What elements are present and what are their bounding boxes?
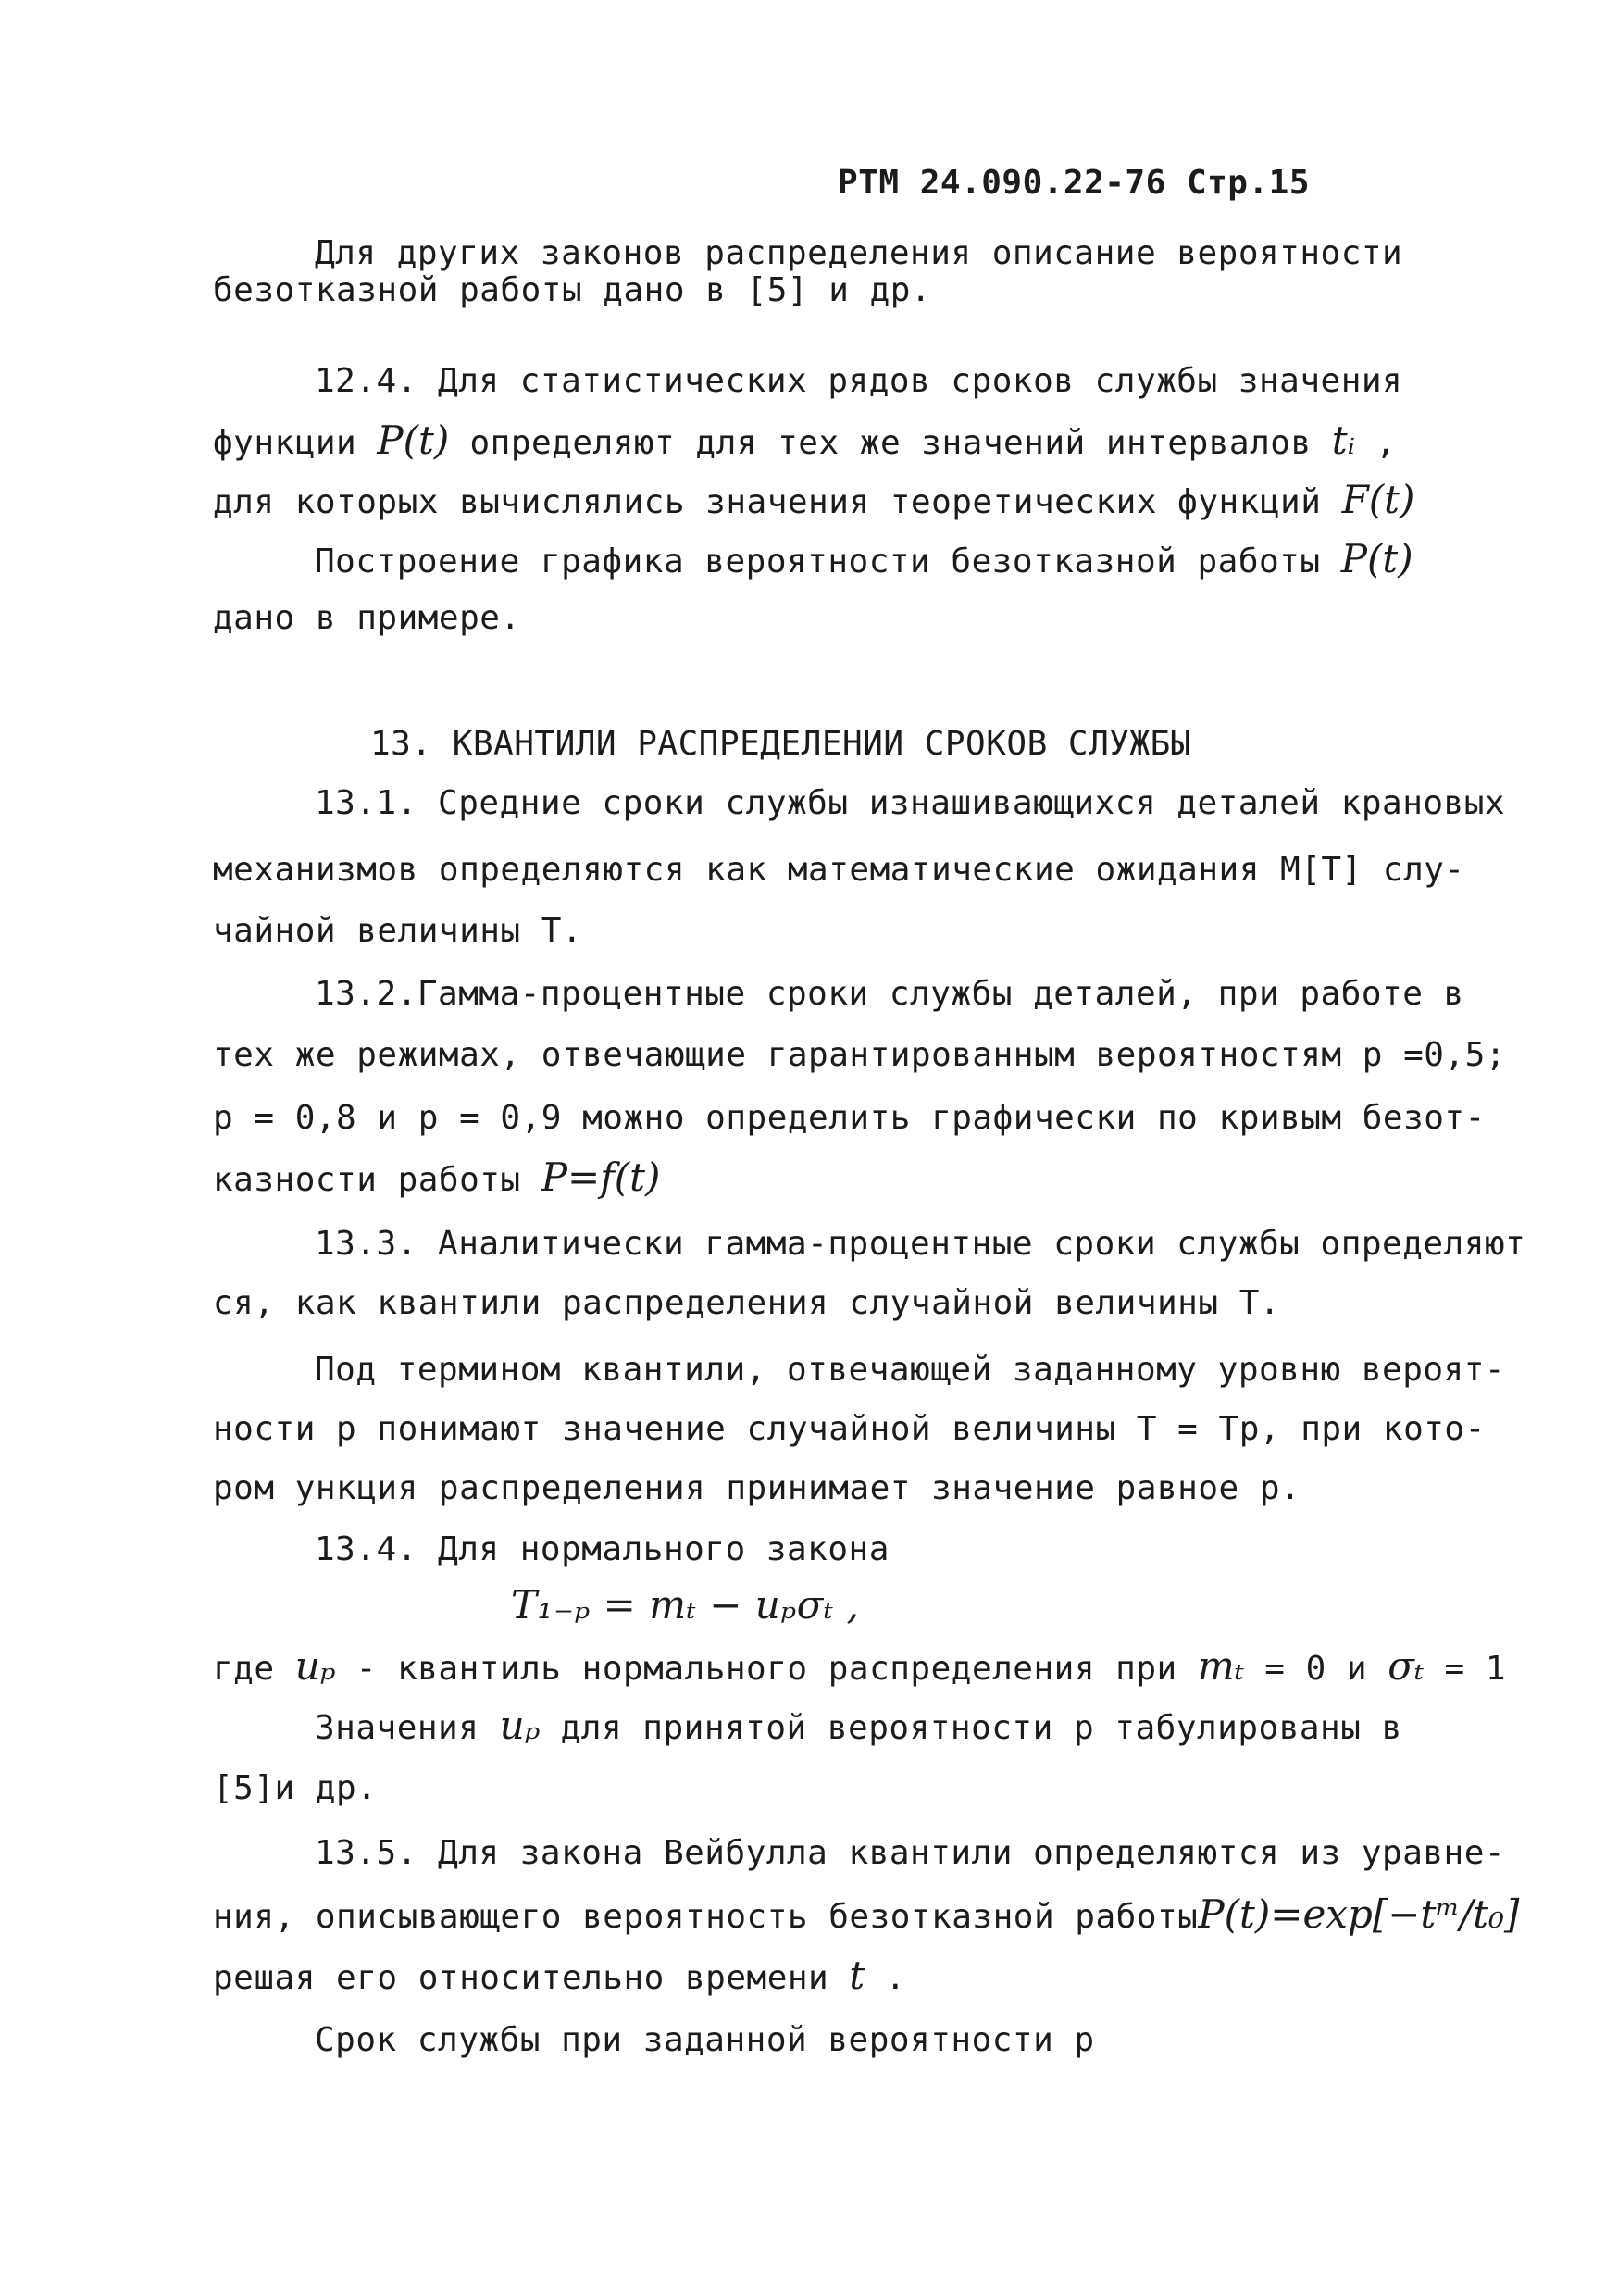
paragraph-line [315, 2020, 1618, 2061]
text: - квантиль нормального распределения при [335, 1650, 1198, 1688]
text: 13.4. Для нормального закона [315, 1530, 890, 1568]
text: Под термином квантили, отвечающей заданному уровню вероят- [315, 1351, 1506, 1389]
formula-line [511, 1582, 1618, 1628]
text: механизмов определяются как математические ожидания M[T] слу- [213, 851, 1465, 889]
paragraph-line [213, 850, 1618, 891]
paragraph-line [213, 1035, 1618, 1076]
paragraph-line [315, 536, 1618, 582]
text: 13.1. Средние сроки службы изнашивающихся деталей крановых [315, 784, 1506, 822]
math-expression: P(t) [1340, 536, 1413, 581]
paragraph-line [213, 598, 1618, 639]
text: Построение графика вероятности безотказной работы [315, 543, 1341, 580]
paragraph-line [213, 1768, 1618, 1809]
text: для принятой вероятности p табулированы в [540, 1709, 1402, 1747]
text: 13.3. Аналитически гамма-процентные сроки службы определяют [315, 1225, 1526, 1263]
page-header [838, 163, 1618, 204]
paragraph-line [315, 1350, 1618, 1391]
text: для которых вычислялись значения теоретических функций [213, 483, 1342, 521]
paragraph-line [213, 1468, 1618, 1509]
paragraph-line [213, 1891, 1618, 1938]
math-expression: P(t)=exp[−tᵐ/t₀] [1198, 1891, 1520, 1937]
text: , [1355, 424, 1397, 462]
paragraph-line [213, 420, 1618, 464]
document-reference: РТМ 24.090.22-76 Стр.15 [838, 164, 1310, 202]
paragraph-line [315, 233, 1618, 274]
text: функции [213, 424, 378, 462]
math-expression: σₜ [1388, 1643, 1425, 1689]
math-expression: F(t) [1341, 477, 1415, 522]
text: ся, как квантили распределения случайной величины T. [213, 1284, 1281, 1322]
math-expression: uₚ [294, 1643, 336, 1689]
section-heading [370, 724, 1618, 765]
paragraph-line [213, 477, 1618, 523]
paragraph-line [213, 1409, 1618, 1450]
paragraph-line [315, 1224, 1618, 1265]
text: Срок службы при заданной вероятности p [315, 2021, 1095, 2059]
paragraph-line [213, 1955, 1618, 1999]
text: тех же режимах, отвечающие гарантированным вероятностям p =0,5; [213, 1036, 1506, 1074]
paragraph-line [213, 270, 1618, 311]
paragraph-line [315, 361, 1618, 402]
section-title: 13. КВАНТИЛИ РАСПРЕДЕЛЕНИИ СРОКОВ СЛУЖБЫ [370, 725, 1191, 763]
paragraph-line [213, 1283, 1618, 1324]
paragraph-line [315, 1705, 1618, 1749]
normal-quantile-formula: T₁₋ₚ = mₜ − uₚσₜ , [511, 1582, 860, 1628]
math-expression: uₚ [499, 1703, 541, 1748]
text: ности p понимают значение случайной величины T = Tp, при кото- [213, 1410, 1486, 1448]
text: казности работы [213, 1161, 541, 1199]
text: 13.5. Для закона Вейбулла квантили определяются из уравне- [315, 1834, 1506, 1872]
math-expression: P(t) [377, 418, 450, 463]
text: p = 0,8 и p = 0,9 можно определить графически по кривым безот- [213, 1099, 1486, 1137]
text: Для других законов распределения описание вероятности [315, 234, 1403, 272]
math-expression: t [849, 1953, 865, 1998]
paragraph-line [315, 783, 1618, 824]
text: безотказной работы дано в [5] и др. [213, 271, 932, 309]
math-expression: tᵢ [1331, 418, 1356, 463]
text: решая его относительно времени [213, 1959, 850, 1997]
paragraph-line [213, 1643, 1618, 1690]
text: ром ункция распределения принимает значение равное p. [213, 1469, 1301, 1507]
text: 13.2.Гамма-процентные сроки службы деталей, при работе в [315, 975, 1464, 1013]
text: чайной величины T. [213, 912, 583, 950]
text: Значения [315, 1709, 500, 1747]
text: где [213, 1650, 295, 1688]
paragraph-line [213, 1154, 1618, 1201]
paragraph-line [213, 911, 1618, 952]
math-expression: P=f(t) [541, 1154, 661, 1200]
paragraph-line [315, 974, 1618, 1015]
text: = 0 и [1244, 1650, 1388, 1688]
paragraph-line [213, 1098, 1618, 1139]
math-expression: mₜ [1197, 1643, 1245, 1689]
text: [5]и др. [213, 1769, 378, 1807]
text: ния, описывающего вероятность безотказной работы [213, 1898, 1199, 1936]
text: дано в примере. [213, 599, 521, 637]
text: = 1 [1424, 1650, 1507, 1688]
text: определяют для тех же значений интервалов [449, 424, 1332, 462]
text: 12.4. Для статистических рядов сроков службы значения [315, 362, 1403, 400]
text: . [865, 1959, 906, 1997]
paragraph-line [315, 1833, 1618, 1874]
paragraph-line [315, 1529, 1618, 1570]
